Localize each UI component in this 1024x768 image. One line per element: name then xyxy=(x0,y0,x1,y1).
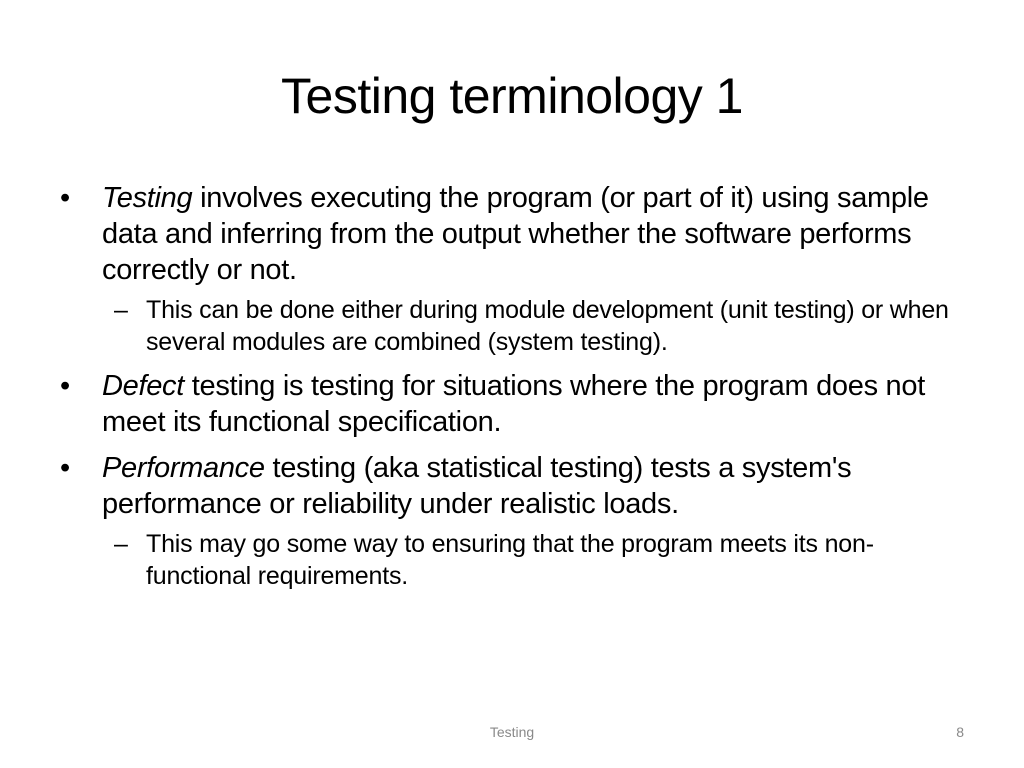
bullet-text: testing (aka statistical testing) tests a system's performance or reliability under realistic loads. xyxy=(102,452,852,520)
bullet-term: Testing xyxy=(102,182,193,214)
slide-title: Testing terminology 1 xyxy=(281,68,743,124)
bullet-defect xyxy=(58,368,973,440)
sub-bullet-non-functional xyxy=(58,528,973,592)
sub-bullet-text: This can be done either during module development (unit testing) or when several modules are combined (system testing). xyxy=(146,296,949,356)
sub-bullet-marker: – xyxy=(114,530,128,558)
bullet-testing xyxy=(58,180,973,288)
footer-title: Testing xyxy=(489,724,535,740)
bullet-term: Defect xyxy=(102,370,185,402)
bullet-text: involves executing the program (or part of it) using sample data and inferring from the output whether the software performs correctly or not. xyxy=(102,182,929,286)
bullet-marker: • xyxy=(60,182,70,214)
bullet-performance xyxy=(58,450,973,522)
bullet-term: Performance xyxy=(102,452,265,484)
bullet-marker: • xyxy=(60,452,70,484)
sub-bullet-marker: – xyxy=(114,296,128,324)
slide-content xyxy=(58,180,973,602)
page-number: 8 xyxy=(956,724,964,740)
bullet-text: testing is testing for situations where the program does not meet its functional specification. xyxy=(102,370,925,438)
sub-bullet-unit-testing xyxy=(58,294,973,358)
sub-bullet-text: This may go some way to ensuring that the program meets its non-functional requirements. xyxy=(146,530,874,590)
bullet-marker: • xyxy=(60,370,70,402)
